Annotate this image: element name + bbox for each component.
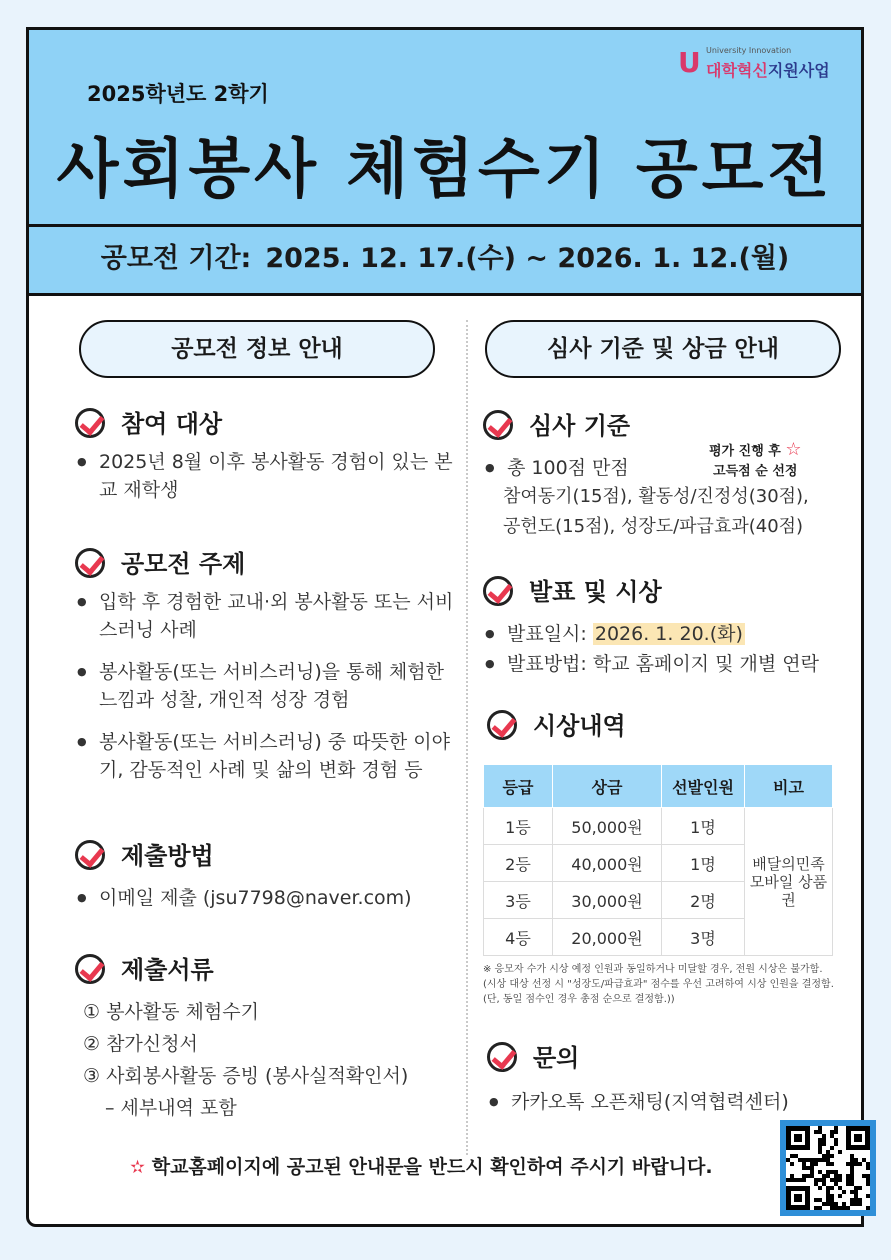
prize-table: 등급 상금 선발인원 비고 1등 50,000원 1명 배달의민족 모바일 상품권 2등 40,000원 1명 3등 30,000원 2명 4등 20,000원 3명: [483, 764, 833, 956]
list-item: ● 봉사활동(또는 서비스러닝) 중 따뜻한 이야기, 감동적인 사례 및 삶의 변화 경험 등: [75, 728, 465, 784]
method-section: 제출방법 ● 이메일 제출 (jsu7798@naver.com): [75, 838, 465, 912]
page-title: 사회봉사 체험수기 공모전: [56, 133, 834, 207]
list-item: ● 카카오톡 오픈채팅(지역협력센터): [487, 1088, 857, 1116]
list-item: ● 총 100점 만점: [483, 454, 853, 482]
doc-item: – 세부내역 포함: [105, 1097, 237, 1119]
poster: [26, 27, 864, 1227]
table-row: 2등 40,000원 1명: [484, 845, 833, 882]
university-logo: U University Innovation 대학혁신지원사업: [678, 46, 830, 80]
contact-section: 문의 ● 카카오톡 오픈채팅(지역협력센터): [487, 1040, 857, 1116]
announce-section: 발표 및 시상 ● 발표일시: 2026. 1. 20.(화) ● 발표방법: 학교 홈페이지 및 개별 연락: [483, 574, 853, 678]
list-item: ● 봉사활동(또는 서비스러닝)을 통해 체험한 느낌과 성찰, 개인적 성장 경험: [75, 658, 465, 714]
judging-pill: 심사 기준 및 상금 안내: [485, 320, 841, 378]
criteria-section: 심사 기준 ● 총 100점 만점 참여동기(15점), 활동성/진정성(30점), 공헌도(15점), 성장도/파급효과(40점): [483, 408, 853, 542]
contest-period: [29, 227, 861, 296]
list-item: ● 입학 후 경험한 교내·외 봉사활동 또는 서비스러닝 사례: [75, 588, 465, 644]
doc-item: ③ 사회봉사활동 증빙 (봉사실적확인서): [83, 1065, 409, 1087]
list-item: ● 발표일시: 2026. 1. 20.(화): [483, 620, 853, 648]
docs-section: 제출서류 ① 봉사활동 체험수기 ② 참가신청서 ③ 사회봉사활동 증빙 (봉사실적확인서) – 세부내역 포함: [75, 952, 465, 1124]
column-divider: [466, 320, 468, 1155]
footer-notice: ✫ 학교홈페이지에 공고된 안내문을 반드시 확인하여 주시기 바랍니다.: [130, 1156, 713, 1178]
check-icon: [75, 840, 105, 870]
check-icon: [75, 548, 105, 578]
check-icon: [483, 576, 513, 606]
period-label: 공모전 기간:: [100, 243, 252, 274]
list-item: ● 2025년 8월 이후 봉사활동 경험이 있는 본교 재학생: [75, 448, 455, 504]
table-row: 3등 30,000원 2명: [484, 882, 833, 919]
remark-cell: 배달의민족 모바일 상품권: [745, 808, 833, 956]
evaluation-note: 평가 진행 후 ☆ 고득점 순 선정: [709, 439, 802, 479]
target-section: 참여 대상 ● 2025년 8월 이후 봉사활동 경험이 있는 본교 재학생: [75, 406, 455, 504]
doc-item: ② 참가신청서: [83, 1033, 198, 1055]
check-icon: [487, 1042, 517, 1072]
check-icon: [75, 954, 105, 984]
period-value: 2025. 12. 17.(수) ~ 2026. 1. 12.(월): [265, 243, 790, 274]
doc-item: ① 봉사활동 체험수기: [83, 1001, 259, 1023]
check-icon: [75, 408, 105, 438]
prize-section: 시상내역: [487, 708, 857, 744]
table-row: 4등 20,000원 3명: [484, 919, 833, 956]
list-item: ● 이메일 제출 (jsu7798@naver.com): [75, 884, 465, 912]
header-banner: [29, 30, 861, 227]
theme-section: 공모전 주제 ● 입학 후 경험한 교내·외 봉사활동 또는 서비스러닝 사례 ● 봉사활동(또는 서비스러닝)을 통해 체험한 느낌과 성찰, 개인적 성장 경험 ● 봉사활동(또는 서비스러닝) 중 따뜻한 이야기, 감동적인 사례 및 삶의 변화 경험 등: [75, 546, 465, 784]
check-icon: [483, 410, 513, 440]
list-item: ● 발표방법: 학교 홈페이지 및 개별 연락: [483, 650, 853, 678]
email-link[interactable]: (jsu7798@naver.com): [202, 887, 412, 909]
info-pill: 공모전 정보 안내: [79, 320, 435, 378]
table-row: 1등 50,000원 1명 배달의민족 모바일 상품권: [484, 808, 833, 845]
star-icon: ✫: [130, 1157, 146, 1178]
qr-code[interactable]: [780, 1120, 876, 1216]
fineprint: ※ 응모자 수가 시상 예정 인원과 동일하거나 미달할 경우, 전원 시상은 불가함.(시상 대상 선정 시 "성장도/파급효과" 점수를 우선 고려하여 시상 인원을 결정함.(단, 동일 점수인 경우 총점 순으로 결정함.)): [483, 964, 834, 1005]
check-icon: [487, 710, 517, 740]
semester-subtitle: 2025학년도 2학기: [87, 82, 269, 106]
star-icon: ☆: [785, 439, 802, 460]
